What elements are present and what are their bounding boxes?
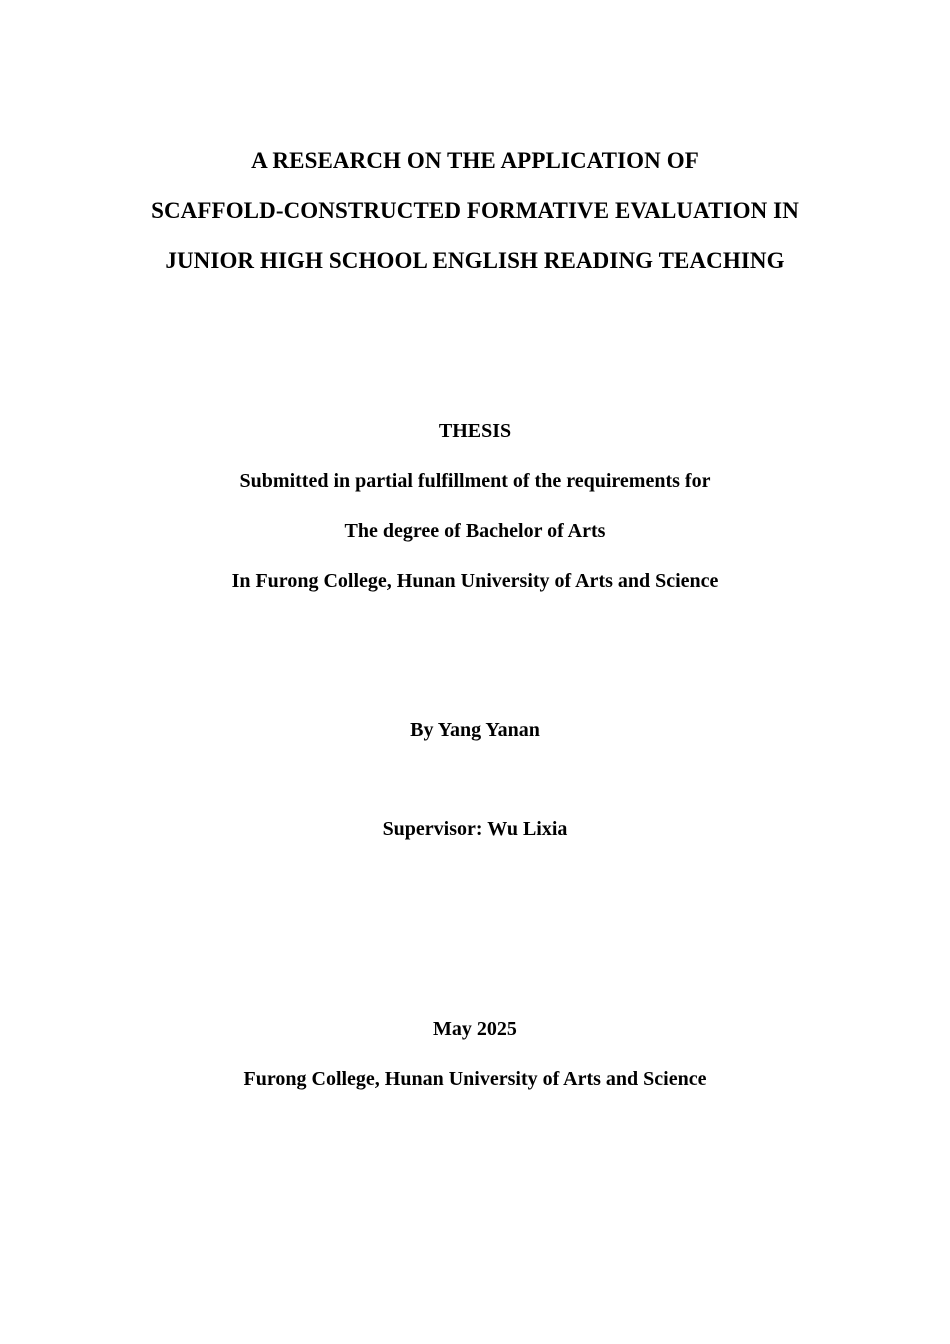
date-line: May 2025 (433, 1018, 517, 1040)
author-line: By Yang Yanan (410, 719, 540, 741)
title-line-3: JUNIOR HIGH SCHOOL ENGLISH READING TEACHING (165, 248, 785, 273)
document-type: THESIS (438, 420, 512, 442)
footer-institution-line: Furong College, Hunan University of Arts and Science (243, 1068, 707, 1090)
degree-line: The degree of Bachelor of Arts (344, 520, 606, 542)
title-line-1: A RESEARCH ON THE APPLICATION OF (251, 148, 699, 173)
submission-statement: Submitted in partial fulfillment of the requirements for (239, 470, 711, 492)
supervisor-line: Supervisor: Wu Lixia (382, 818, 568, 840)
institution-line: In Furong College, Hunan University of Arts and Science (231, 570, 719, 592)
title-line-2: SCAFFOLD-CONSTRUCTED FORMATIVE EVALUATION IN (151, 198, 799, 223)
